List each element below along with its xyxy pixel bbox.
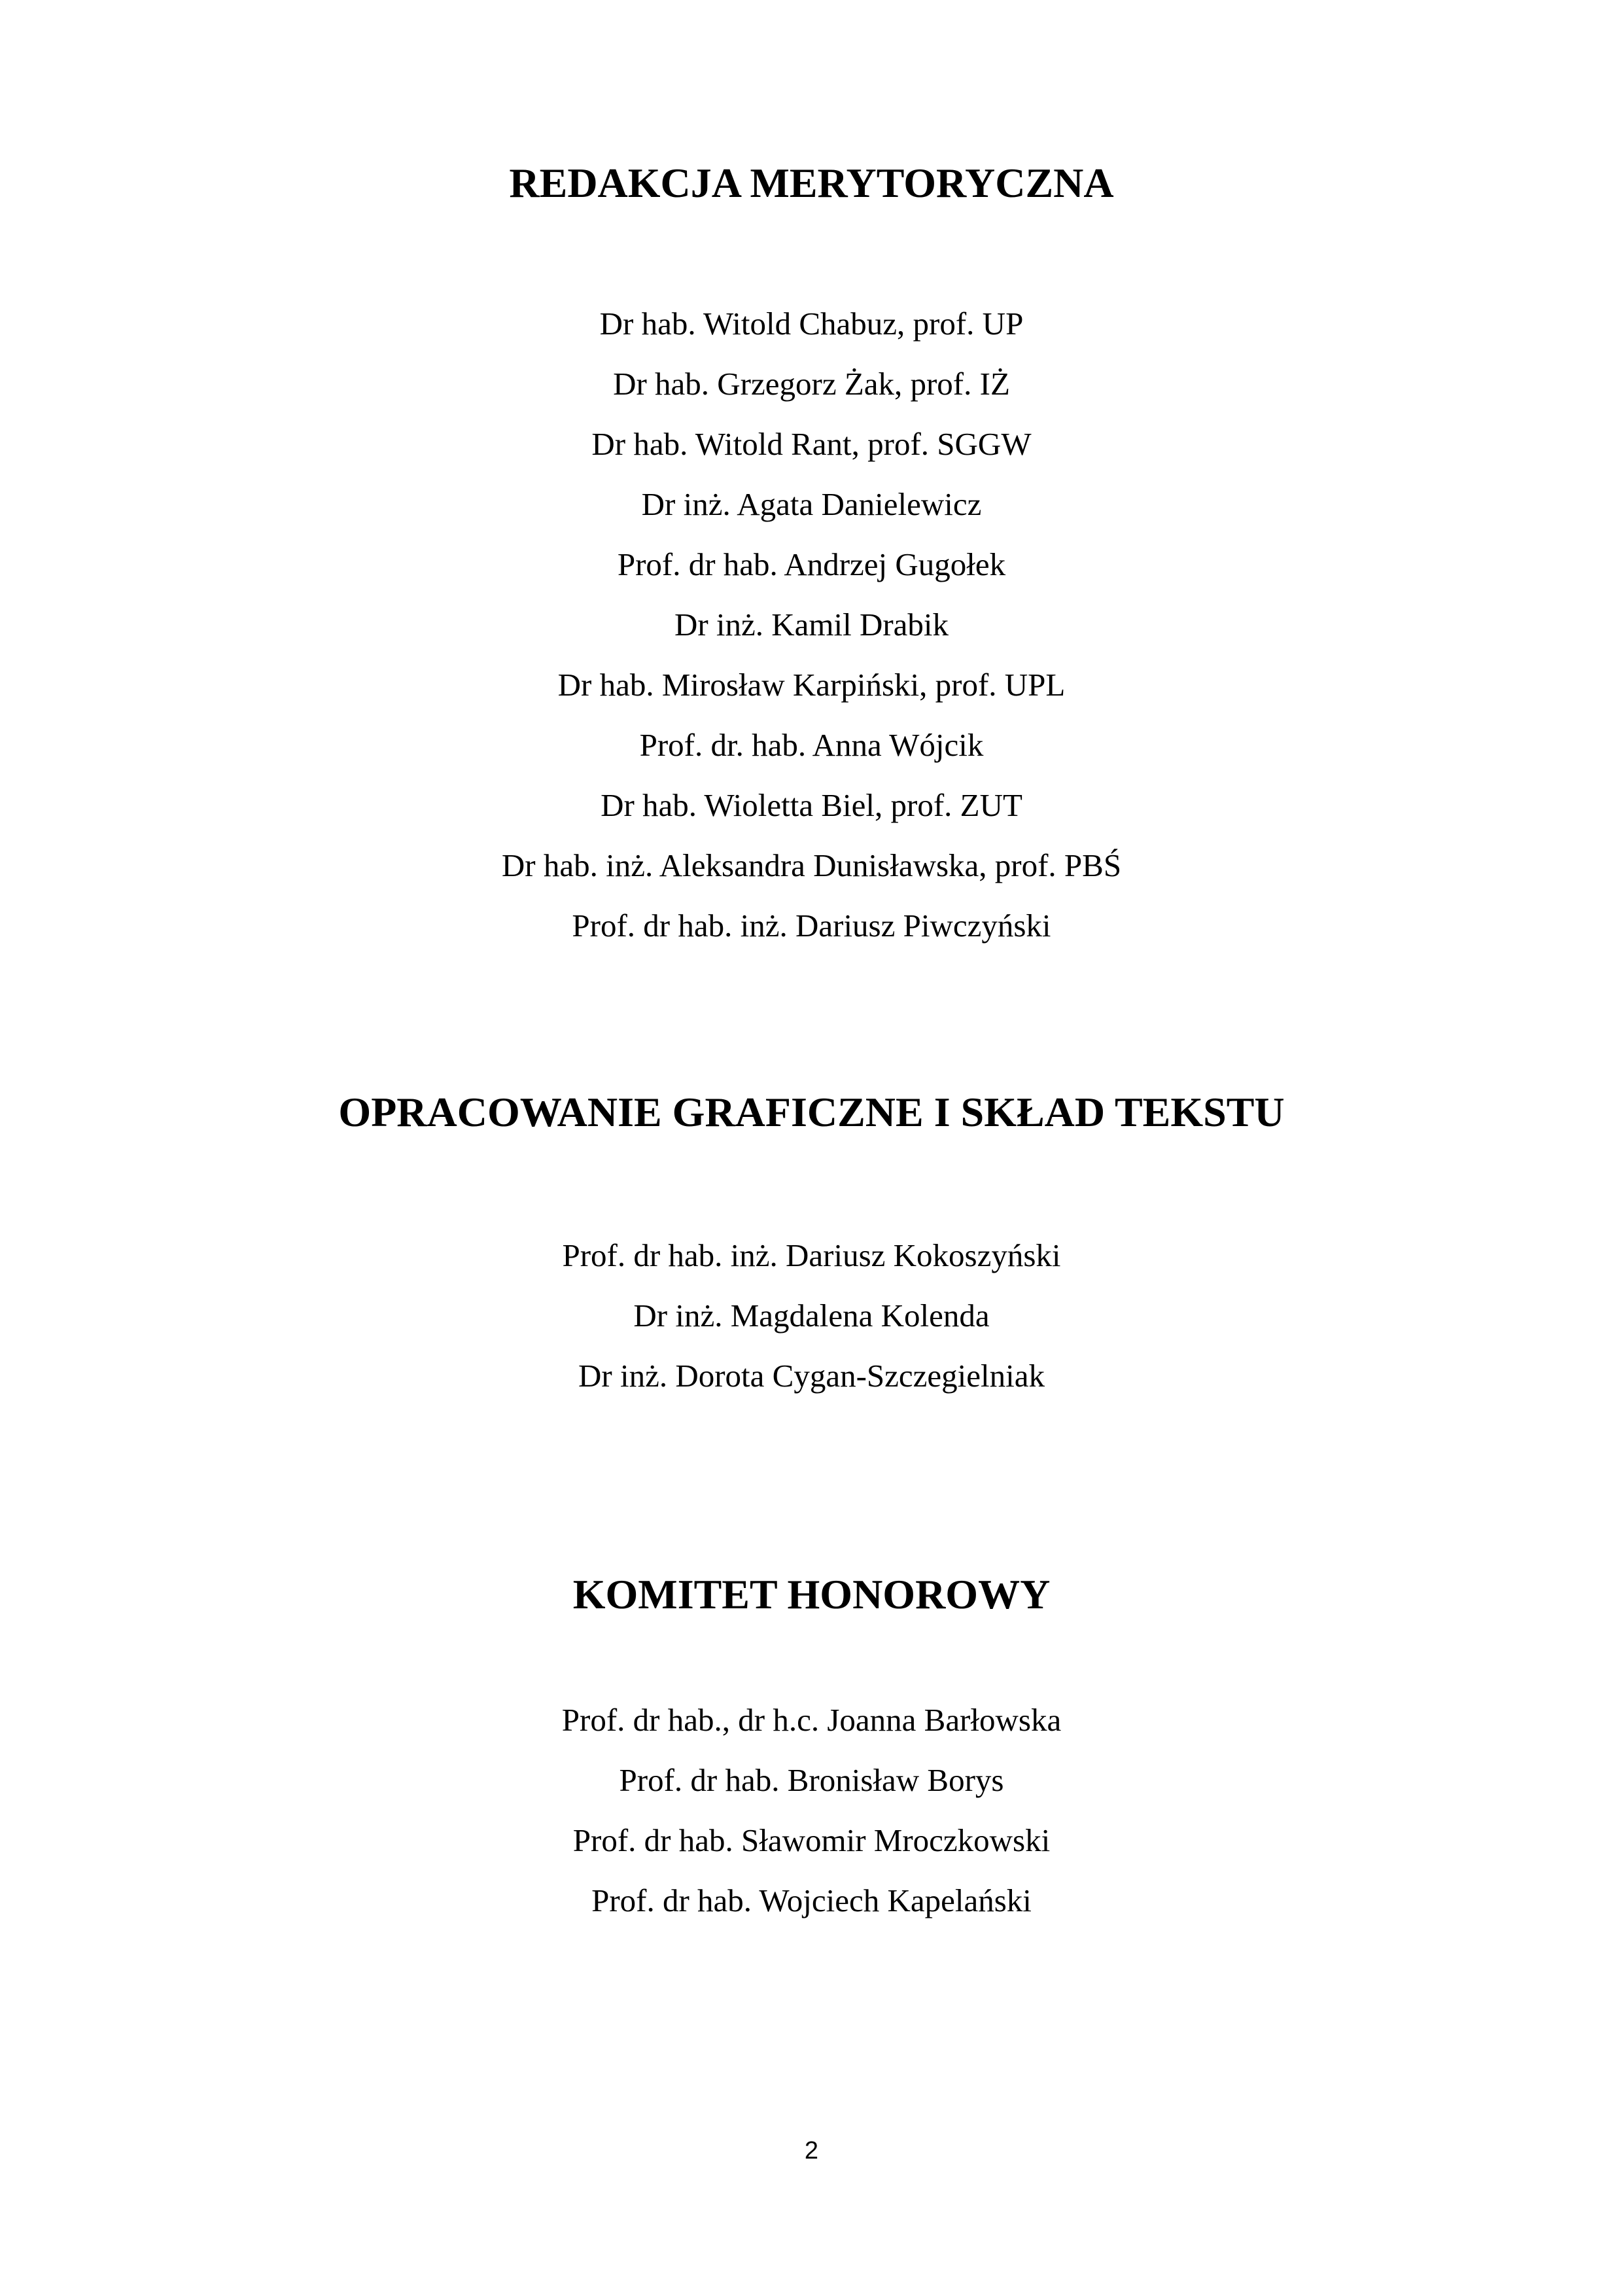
page-number: 2 bbox=[804, 2137, 819, 2164]
editorial-name: Dr hab. inż. Aleksandra Dunisławska, prof. PBŚ bbox=[501, 847, 1122, 883]
editorial-name: Prof. dr hab. Andrzej Gugołek bbox=[617, 546, 1006, 582]
graphics-heading: OPRACOWANIE GRAFICZNE I SKŁAD TEKSTU bbox=[338, 1089, 1285, 1135]
editorial-name: Dr hab. Grzegorz Żak, prof. IŻ bbox=[613, 366, 1010, 402]
honorary-heading: KOMITET HONOROWY bbox=[572, 1571, 1051, 1617]
editorial-heading: REDAKCJA MERYTORYCZNA bbox=[509, 160, 1114, 206]
editorial-name: Dr hab. Mirosław Karpiński, prof. UPL bbox=[557, 667, 1066, 703]
graphics-name: Prof. dr hab. inż. Dariusz Kokoszyński bbox=[562, 1237, 1061, 1273]
graphics-name-list bbox=[0, 1226, 1623, 1406]
editorial-name: Prof. dr. hab. Anna Wójcik bbox=[639, 727, 984, 763]
graphics-name: Dr inż. Dorota Cygan-Szczegielniak bbox=[578, 1358, 1045, 1394]
honorary-name: Prof. dr hab. Wojciech Kapelański bbox=[591, 1882, 1032, 1918]
editorial-name: Dr inż. Kamil Drabik bbox=[674, 607, 949, 643]
editorial-name: Dr hab. Witold Rant, prof. SGGW bbox=[591, 426, 1032, 462]
graphics-name: Dr inż. Magdalena Kolenda bbox=[633, 1298, 990, 1333]
honorary-name: Prof. dr hab. Sławomir Mroczkowski bbox=[572, 1822, 1051, 1858]
editorial-name: Prof. dr hab. inż. Dariusz Piwczyński bbox=[572, 908, 1051, 944]
honorary-name-list bbox=[0, 1690, 1623, 1931]
editorial-name: Dr inż. Agata Danielewicz bbox=[641, 486, 982, 522]
editorial-name: Dr hab. Witold Chabuz, prof. UP bbox=[599, 306, 1024, 342]
honorary-name: Prof. dr hab., dr h.c. Joanna Barłowska bbox=[561, 1702, 1062, 1738]
editorial-name-list bbox=[0, 294, 1623, 956]
honorary-name: Prof. dr hab. Bronisław Borys bbox=[619, 1762, 1004, 1798]
editorial-name: Dr hab. Wioletta Biel, prof. ZUT bbox=[601, 787, 1022, 823]
